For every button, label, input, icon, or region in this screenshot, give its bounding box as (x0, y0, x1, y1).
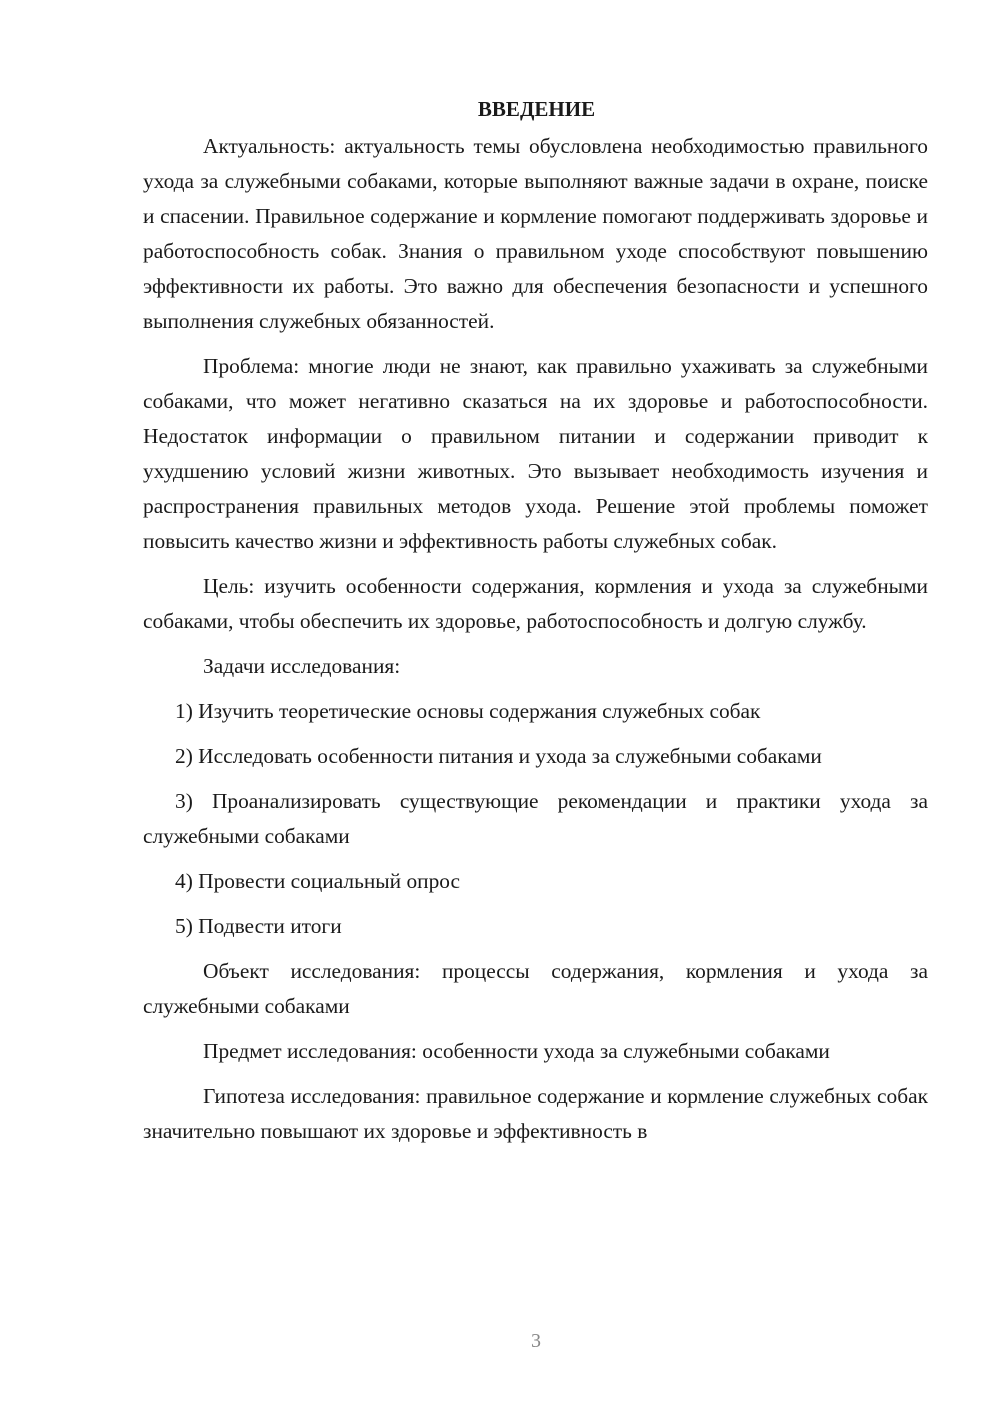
paragraph-goal: Цель: изучить особенности содержания, кормления и ухода за служебными собаками, чтобы обеспечить их здоровье, работоспособность и долгую службу. (143, 574, 928, 633)
page-number: 3 (531, 1330, 541, 1352)
paragraph-subject: Предмет исследования: особенности ухода за служебными собаками (203, 1039, 830, 1063)
task-item-2: 2) Исследовать особенности питания и ухода за служебными собаками (175, 744, 822, 768)
paragraph-hypothesis: Гипотеза исследования: правильное содержание и кормление служебных собак значительно повышают их здоровье и эффективность в (143, 1084, 928, 1143)
section-title: ВВЕДЕНИЕ (477, 97, 596, 121)
paragraph-tasks-heading: Задачи исследования: (203, 654, 401, 678)
task-item-3: 3) Проанализировать существующие рекомендации и практики ухода за служебными собаками (143, 789, 928, 848)
paragraph-object: Объект исследования: процессы содержания, кормления и ухода за служебными собаками (143, 959, 928, 1018)
paragraph-problem: Проблема: многие люди не знают, как правильно ухаживать за служебными собаками, что может негативно сказаться на их здоровье и работоспособности. Недостаток информации о правильном питании и содержании приводит к ухудшению условий жизни животных. Это вызывает необходимость изучения и распространения правильных методов ухода. Решение этой проблемы поможет повысить качество жизни и эффективность работы служебных собак. (143, 354, 928, 553)
paragraph-relevance: Актуальность: актуальность темы обусловлена необходимостью правильного ухода за служебными собаками, которые выполняют важные задачи в охране, поиске и спасении. Правильное содержание и кормление помогают поддерживать здоровье и работоспособность собак. Знания о правильном уходе способствуют повышению эффективности их работы. Это важно для обеспечения безопасности и успешного выполнения служебных обязанностей. (143, 134, 928, 333)
document-page (143, 92, 928, 1149)
task-item-5: 5) Подвести итоги (175, 914, 342, 938)
task-item-1: 1) Изучить теоретические основы содержания служебных собак (175, 699, 761, 723)
task-item-4: 4) Провести социальный опрос (175, 869, 461, 893)
